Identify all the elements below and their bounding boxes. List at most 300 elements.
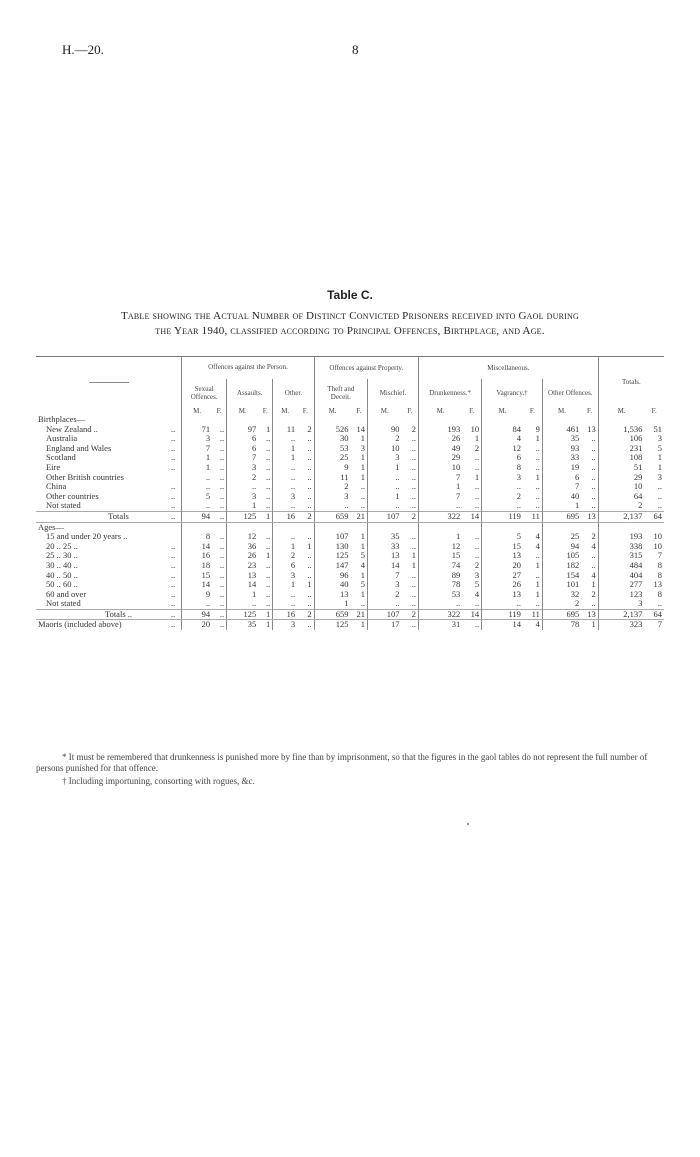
male-count-cell: 2 xyxy=(598,501,644,511)
female-count-cell: .. xyxy=(360,482,366,492)
female-count-cell: .. xyxy=(474,619,480,630)
row-label xyxy=(36,501,182,511)
female-count-cell: .. xyxy=(219,491,225,501)
section-title: Birthplaces— xyxy=(38,415,86,424)
female-count-cell: 2 xyxy=(307,424,312,434)
male-count-cell: 26 xyxy=(227,551,259,561)
female-column-header: F. xyxy=(407,407,413,415)
female-count-cell: .. xyxy=(474,482,480,492)
age-row xyxy=(36,599,664,609)
sub-other-offences: Other Offences. xyxy=(542,379,598,407)
spacer-cell xyxy=(419,415,463,425)
caption-line-2: the Year 1940, classified according to Principal Offences, Birthplace, and Age. xyxy=(155,325,545,337)
ages-title-row xyxy=(36,522,664,532)
spacer-cell xyxy=(402,522,419,532)
leader-dots: .. xyxy=(170,599,176,609)
footnote-vagrancy: † Including importuning, consorting with rogues, &c. xyxy=(62,776,255,786)
female-count-cell: 1 xyxy=(360,434,366,444)
age-row xyxy=(36,571,664,581)
male-count-cell: 11 xyxy=(273,425,297,435)
row-label xyxy=(36,511,182,522)
male-count-cell: 93 xyxy=(542,444,581,454)
female-count-cell: .. xyxy=(591,453,596,463)
female-count-cell: 1 xyxy=(360,541,366,551)
leader-dots: .. xyxy=(170,443,176,453)
male-count-cell: 1 xyxy=(273,444,297,454)
male-count-cell: 78 xyxy=(419,580,463,590)
female-count-cell: .. xyxy=(219,589,225,599)
row-label xyxy=(36,571,182,581)
leader-dots: .. xyxy=(170,619,176,630)
row-label-text: Maoris (included above) xyxy=(38,619,122,630)
spacer-cell xyxy=(402,415,419,425)
male-count-cell: 30 xyxy=(314,434,350,444)
female-count-cell: .. xyxy=(307,462,312,472)
male-count-cell: .. xyxy=(273,599,297,609)
age-row xyxy=(36,580,664,590)
male-count-cell: 84 xyxy=(482,425,523,435)
female-count-cell: 8 xyxy=(657,570,662,580)
male-count-cell: 119 xyxy=(482,609,523,620)
birthplace-row xyxy=(36,473,664,483)
female-count-cell: 1 xyxy=(591,619,596,630)
male-count-cell: 3 xyxy=(227,463,259,473)
female-count-cell: .. xyxy=(266,462,271,472)
female-count-cell: .. xyxy=(266,434,271,444)
female-count-cell: 11 xyxy=(523,609,542,620)
female-count-cell: 7 xyxy=(657,619,662,630)
female-count-cell: .. xyxy=(474,462,480,472)
female-count-cell: .. xyxy=(307,532,312,542)
leader-dots: .. xyxy=(170,453,176,463)
leader-dots: .. xyxy=(170,482,176,492)
male-count-cell: 89 xyxy=(419,571,463,581)
birthplace-row xyxy=(36,501,664,511)
male-count-cell: 9 xyxy=(182,590,212,600)
sub-mischief: Mischief. xyxy=(368,379,419,407)
female-count-cell: .. xyxy=(411,491,417,501)
spacer-cell xyxy=(419,522,463,532)
female-count-cell: .. xyxy=(591,443,596,453)
male-count-cell: 193 xyxy=(419,425,463,435)
female-count-cell: .. xyxy=(307,472,312,482)
male-count-cell: 13 xyxy=(482,590,523,600)
male-count-cell: 3 xyxy=(182,434,212,444)
male-count-cell: 1 xyxy=(368,463,402,473)
female-count-cell: .. xyxy=(219,501,225,511)
male-column-header: M. xyxy=(542,407,581,415)
female-count-cell: .. xyxy=(591,551,596,561)
male-count-cell: 13 xyxy=(368,551,402,561)
female-count-cell: 2 xyxy=(411,424,417,434)
female-count-cell: .. xyxy=(219,532,225,542)
female-column-header: F. xyxy=(302,407,308,415)
female-count-cell: 1 xyxy=(535,434,540,444)
spacer-cell xyxy=(523,522,542,532)
row-label-text: 50 .. 60 .. xyxy=(46,580,78,590)
female-count-cell: .. xyxy=(411,541,417,551)
female-count-cell: .. xyxy=(657,501,662,511)
female-count-cell: 1 xyxy=(360,570,366,580)
female-count-cell: 1 xyxy=(535,560,540,570)
female-count-cell: 13 xyxy=(653,580,662,590)
female-count-cell: .. xyxy=(360,599,366,609)
female-count-cell: 1 xyxy=(657,462,662,472)
spacer-cell xyxy=(482,415,523,425)
spacer-cell xyxy=(351,522,368,532)
female-count-cell: 2 xyxy=(402,609,419,620)
female-count-cell: .. xyxy=(411,570,417,580)
female-count-cell: .. xyxy=(535,501,540,511)
male-column-header: M. xyxy=(314,407,350,415)
male-count-cell: 695 xyxy=(542,609,581,620)
male-count-cell: 49 xyxy=(419,444,463,454)
female-count-cell: .. xyxy=(266,472,271,482)
male-count-cell: 18 xyxy=(182,561,212,571)
male-count-cell: 119 xyxy=(482,511,523,522)
birthplace-row xyxy=(36,463,664,473)
female-count-cell: .. xyxy=(474,453,480,463)
leader-dots: .. xyxy=(170,570,176,580)
male-count-cell: .. xyxy=(368,599,402,609)
female-count-cell: .. xyxy=(411,532,417,542)
male-count-cell: 20 xyxy=(182,620,212,630)
spacer-cell xyxy=(182,522,212,532)
male-count-cell: 29 xyxy=(419,453,463,463)
spacer-cell xyxy=(258,522,273,532)
stray-mark xyxy=(467,823,469,825)
spacer-cell xyxy=(273,415,297,425)
female-count-cell: 2 xyxy=(297,609,314,620)
female-count-cell: .. xyxy=(411,501,417,511)
spacer-cell xyxy=(297,522,314,532)
row-label-text: England and Wales xyxy=(46,443,112,453)
female-count-cell: .. xyxy=(591,501,596,511)
female-count-cell: 2 xyxy=(591,532,596,542)
male-count-cell: 4 xyxy=(482,434,523,444)
male-count-cell: 26 xyxy=(419,434,463,444)
male-count-cell: .. xyxy=(419,501,463,511)
female-count-cell: .. xyxy=(219,443,225,453)
row-label-text: 15 and under 20 years .. xyxy=(46,532,128,542)
female-count-cell: 1 xyxy=(535,472,540,482)
spacer-cell xyxy=(212,522,227,532)
male-count-cell: 12 xyxy=(227,532,259,542)
male-count-cell: 7 xyxy=(542,482,581,492)
female-count-cell: .. xyxy=(657,599,662,609)
male-count-cell: 323 xyxy=(598,620,644,630)
sub-vagrancy: Vagrancy.† xyxy=(482,379,543,407)
birthplace-row xyxy=(36,482,664,492)
row-label-text: Not stated xyxy=(46,599,81,609)
female-count-cell: .. xyxy=(307,501,312,511)
female-count-cell: 1 xyxy=(307,541,312,551)
male-count-cell: 27 xyxy=(482,571,523,581)
female-count-cell: 3 xyxy=(657,434,662,444)
spacer-cell xyxy=(581,415,598,425)
spacer-cell xyxy=(314,522,350,532)
male-count-cell: .. xyxy=(182,599,212,609)
male-count-cell: 1 xyxy=(273,542,297,552)
female-count-cell: 8 xyxy=(657,560,662,570)
male-count-cell: 33 xyxy=(368,542,402,552)
female-count-cell: .. xyxy=(411,462,417,472)
female-count-cell: .. xyxy=(411,453,417,463)
sub-drunkenness: Drunkenness.* xyxy=(419,379,482,407)
male-count-cell: .. xyxy=(482,599,523,609)
male-count-cell: 231 xyxy=(598,444,644,454)
age-row xyxy=(36,590,664,600)
age-row xyxy=(36,532,664,542)
leader-dots: .. xyxy=(170,424,176,434)
spacer-cell xyxy=(644,522,664,532)
male-count-cell: 5 xyxy=(182,492,212,502)
male-count-cell: 315 xyxy=(598,551,644,561)
male-count-cell: 29 xyxy=(598,473,644,483)
male-count-cell: 277 xyxy=(598,580,644,590)
male-count-cell: 3 xyxy=(368,453,402,463)
female-count-cell: 5 xyxy=(474,580,480,590)
male-count-cell: 33 xyxy=(542,453,581,463)
male-count-cell: 14 xyxy=(482,620,523,630)
female-count-cell: 1 xyxy=(411,560,417,570)
male-count-cell: 96 xyxy=(314,571,350,581)
spacer-cell xyxy=(482,522,523,532)
stub-empty xyxy=(36,407,182,415)
leader-dots: .. xyxy=(170,560,176,570)
male-column-header: M. xyxy=(482,407,523,415)
male-count-cell: .. xyxy=(273,501,297,511)
birthplace-row xyxy=(36,492,664,502)
male-count-cell: 35 xyxy=(227,620,259,630)
male-count-cell: 2 xyxy=(542,599,581,609)
male-count-cell: 7 xyxy=(419,473,463,483)
female-count-cell: 3 xyxy=(360,443,366,453)
male-count-cell: 147 xyxy=(314,561,350,571)
sub-other: Other. xyxy=(273,379,314,407)
male-count-cell: 10 xyxy=(598,482,644,492)
male-count-cell: 10 xyxy=(368,444,402,454)
female-count-cell: 13 xyxy=(581,511,598,522)
female-count-cell: 4 xyxy=(360,560,366,570)
male-count-cell: 2 xyxy=(273,551,297,561)
row-label-text: Totals .. xyxy=(104,609,132,619)
male-count-cell: 1 xyxy=(542,501,581,511)
male-count-cell: 526 xyxy=(314,425,350,435)
male-count-cell: 8 xyxy=(182,532,212,542)
male-count-cell: 3 xyxy=(598,599,644,609)
female-count-cell: 1 xyxy=(474,434,480,444)
page-number: 8 xyxy=(352,42,359,57)
group-property: Offences against Property. xyxy=(314,357,418,380)
male-count-cell: .. xyxy=(227,482,259,492)
male-count-cell: 123 xyxy=(598,590,644,600)
male-count-cell: 6 xyxy=(482,453,523,463)
row-label xyxy=(36,551,182,561)
female-count-cell: .. xyxy=(657,482,662,492)
row-label xyxy=(36,599,182,609)
row-label-text: 25 .. 30 .. xyxy=(46,551,78,561)
male-count-cell: 14 xyxy=(182,542,212,552)
male-count-cell: 94 xyxy=(182,511,212,522)
leader-dots: .. xyxy=(170,491,176,501)
row-label xyxy=(36,620,182,630)
male-count-cell: 9 xyxy=(314,463,350,473)
male-count-cell: 2 xyxy=(314,482,350,492)
male-count-cell: .. xyxy=(273,590,297,600)
female-count-cell: .. xyxy=(307,453,312,463)
male-count-cell: .. xyxy=(368,501,402,511)
male-count-cell: 20 xyxy=(482,561,523,571)
female-count-cell: .. xyxy=(657,491,662,501)
stub-dash xyxy=(89,382,129,383)
female-count-cell: 10 xyxy=(470,424,480,434)
male-count-cell: 40 xyxy=(542,492,581,502)
female-count-cell: .. xyxy=(535,599,540,609)
male-count-cell: .. xyxy=(273,463,297,473)
female-count-cell: .. xyxy=(591,491,596,501)
female-count-cell: .. xyxy=(307,551,312,561)
leader-dots: .. xyxy=(170,434,176,444)
female-count-cell: .. xyxy=(307,560,312,570)
female-count-cell: .. xyxy=(535,491,540,501)
sex-header-row xyxy=(36,407,664,415)
spacer-cell xyxy=(273,522,297,532)
female-count-cell: 3 xyxy=(657,472,662,482)
male-count-cell: 101 xyxy=(542,580,581,590)
female-count-cell: 13 xyxy=(587,424,596,434)
female-count-cell: 1 xyxy=(360,453,366,463)
female-count-cell: .. xyxy=(411,472,417,482)
female-count-cell: .. xyxy=(219,599,225,609)
male-count-cell: 32 xyxy=(542,590,581,600)
female-count-cell: 51 xyxy=(653,424,662,434)
female-column-header: F. xyxy=(586,407,593,415)
male-count-cell: 125 xyxy=(227,511,259,522)
birthplace-row xyxy=(36,425,664,435)
row-label-text: Australia xyxy=(46,434,78,444)
stub-header xyxy=(36,357,182,408)
female-count-cell: 11 xyxy=(523,511,542,522)
male-count-cell: 1 xyxy=(273,453,297,463)
male-count-cell: 2 xyxy=(368,590,402,600)
male-count-cell: 3 xyxy=(273,492,297,502)
male-count-cell: 108 xyxy=(598,453,644,463)
female-count-cell: 1 xyxy=(360,472,366,482)
male-count-cell: 107 xyxy=(314,532,350,542)
male-count-cell: 16 xyxy=(273,511,297,522)
row-label xyxy=(36,561,182,571)
female-column-header: F. xyxy=(216,407,222,415)
male-count-cell: 1 xyxy=(419,532,463,542)
caption-line-1: Table showing the Actual Number of Distinct Convicted Prisoners received into Gaol during xyxy=(121,310,579,322)
female-count-cell: .. xyxy=(535,462,540,472)
row-label xyxy=(36,542,182,552)
male-count-cell: 71 xyxy=(182,425,212,435)
female-count-cell: 1 xyxy=(258,511,273,522)
male-count-cell: 3 xyxy=(273,571,297,581)
male-count-cell: 14 xyxy=(182,580,212,590)
female-count-cell: .. xyxy=(307,570,312,580)
female-count-cell: .. xyxy=(474,599,480,609)
female-count-cell: .. xyxy=(535,570,540,580)
group-person: Offences against the Person. xyxy=(182,357,314,380)
male-count-cell: 1 xyxy=(419,482,463,492)
leader-dots: .. xyxy=(170,501,176,511)
female-count-cell: 4 xyxy=(591,541,596,551)
male-count-cell: 2 xyxy=(368,434,402,444)
male-count-cell: 15 xyxy=(419,551,463,561)
spacer-cell xyxy=(212,415,227,425)
female-count-cell: .. xyxy=(212,511,227,522)
male-count-cell: 1 xyxy=(227,501,259,511)
female-count-cell: .. xyxy=(307,482,312,492)
row-label-text: 30 .. 40 .. xyxy=(46,560,78,570)
female-count-cell: 7 xyxy=(657,551,662,561)
spacer-cell xyxy=(523,415,542,425)
male-count-cell: 338 xyxy=(598,542,644,552)
female-count-cell: 2 xyxy=(402,511,419,522)
male-count-cell: 74 xyxy=(419,561,463,571)
male-count-cell: 1 xyxy=(368,492,402,502)
row-label xyxy=(36,463,182,473)
row-label-text: Not stated xyxy=(46,501,81,511)
male-count-cell: 14 xyxy=(227,580,259,590)
row-label xyxy=(36,532,182,542)
male-count-cell: .. xyxy=(314,501,350,511)
male-count-cell: 17 xyxy=(368,620,402,630)
maoris-row xyxy=(36,620,664,630)
male-count-cell: 12 xyxy=(482,444,523,454)
female-count-cell: 4 xyxy=(591,570,596,580)
male-count-cell: 6 xyxy=(227,434,259,444)
female-count-cell: .. xyxy=(266,570,271,580)
male-count-cell: 8 xyxy=(482,463,523,473)
male-count-cell: 182 xyxy=(542,561,581,571)
row-label-text: Other British countries xyxy=(46,472,124,482)
row-label xyxy=(36,444,182,454)
female-count-cell: 2 xyxy=(474,560,480,570)
spacer-cell xyxy=(227,415,259,425)
male-count-cell: 1 xyxy=(314,599,350,609)
female-count-cell: .. xyxy=(219,580,225,590)
male-count-cell: 15 xyxy=(182,571,212,581)
female-count-cell: .. xyxy=(219,560,225,570)
male-column-header: M. xyxy=(227,407,259,415)
female-count-cell: .. xyxy=(307,434,312,444)
female-count-cell: .. xyxy=(411,434,417,444)
female-count-cell: .. xyxy=(307,491,312,501)
female-count-cell: .. xyxy=(219,551,225,561)
male-count-cell: 659 xyxy=(314,609,350,620)
female-count-cell: 8 xyxy=(657,589,662,599)
row-label xyxy=(36,434,182,444)
male-count-cell: .. xyxy=(227,599,259,609)
male-count-cell: 130 xyxy=(314,542,350,552)
female-count-cell: 1 xyxy=(266,619,271,630)
row-label-text: New Zealand .. xyxy=(46,424,98,434)
female-count-cell: 9 xyxy=(535,424,540,434)
female-count-cell: .. xyxy=(307,443,312,453)
male-count-cell: 31 xyxy=(419,620,463,630)
spacer-cell xyxy=(182,415,212,425)
female-count-cell: .. xyxy=(591,434,596,444)
birthplace-row xyxy=(36,444,664,454)
male-count-cell: 125 xyxy=(314,551,350,561)
male-count-cell: 125 xyxy=(314,620,350,630)
female-count-cell: 1 xyxy=(591,580,596,590)
female-count-cell: .. xyxy=(591,599,596,609)
